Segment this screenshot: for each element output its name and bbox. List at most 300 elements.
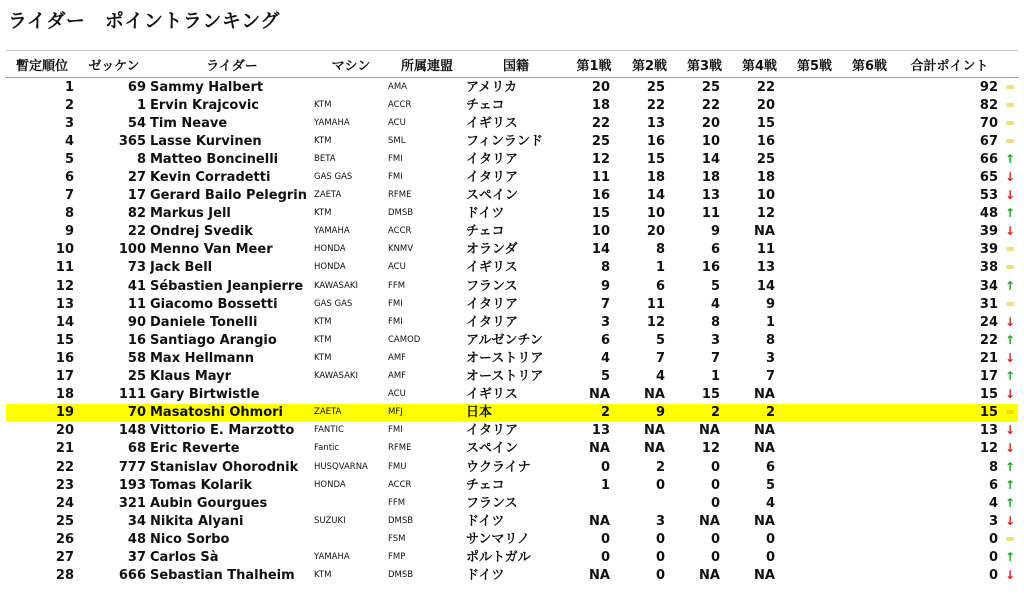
round-5-points [787,349,842,367]
machine-cell: KTM [314,135,332,146]
round-1-points: 9 [600,278,610,294]
round-4-points: 25 [756,151,775,167]
round-3-points: 18 [701,170,720,186]
trend-cell [1002,368,1018,386]
round-4-points: 9 [765,296,775,312]
trend-up-icon: ↑ [1004,459,1016,474]
zekken-cell: 41 [127,278,146,294]
total-points: 82 [979,97,998,113]
country-cell: サンマリノ [466,531,530,547]
round-1-points: 0 [600,531,610,547]
machine-cell: KTM [314,334,332,345]
rank-cell: 19 [6,404,78,422]
round-4-points: 7 [765,369,775,385]
round-5-points [787,96,842,114]
federation-cell: ACU [388,117,406,128]
trend-cell [1002,567,1018,585]
zekken-cell: 70 [78,404,150,422]
total-points: 31 [979,296,998,312]
rank-cell: 9 [64,224,74,240]
trend-cell [1002,241,1018,259]
table-row [6,404,1018,422]
machine-cell: KTM [314,570,332,581]
zekken-cell: 666 [118,568,146,584]
machine-cell: YAMAHA [314,117,350,128]
round-6-points [842,458,897,476]
table-row [6,349,1018,367]
country-cell: 日本 [466,404,566,422]
table-row [6,368,1018,386]
round-5-points [787,223,842,241]
trend-cell [1002,205,1018,223]
country-cell: フランス [466,495,518,511]
round-2-points: 13 [646,115,665,131]
rider-name: Nico Sorbo [150,531,230,547]
country-cell: イタリア [466,423,519,439]
machine-cell: KTM [314,208,332,219]
round-4-points: 2 [732,404,787,422]
rider-name: Max Hellmann [150,350,255,366]
trend-cell [1002,548,1018,566]
round-3-points: 7 [710,350,720,366]
round-5-points [787,476,842,494]
table-row [6,313,1018,331]
ranking-table [6,50,1018,585]
table-row [6,295,1018,313]
trend-down-icon: ↓ [1004,170,1016,185]
zekken-cell: 73 [127,260,146,276]
trend-up-icon: ↑ [1004,369,1016,384]
table-row [6,223,1018,241]
machine-cell: BETA [314,153,336,164]
header-round-5: 第5戦 [787,51,842,78]
table-row [6,331,1018,349]
country-cell: イタリア [466,314,519,330]
round-6-points [842,386,897,404]
rider-name: Carlos Sà [150,549,219,565]
round-2-points: 7 [655,350,665,366]
trend-equal-icon: ═ [1006,79,1014,94]
round-6-points [842,132,897,150]
trend-cell [1002,78,1018,97]
rank-cell: 16 [55,350,74,366]
country-cell: イギリス [466,115,518,131]
round-1-points: NA [589,568,610,584]
round-1-points: 15 [591,206,610,222]
round-2-points: 4 [655,369,665,385]
rider-name: Klaus Mayr [150,369,232,385]
round-1-points: NA [589,513,610,529]
zekken-cell: 8 [136,151,146,167]
total-points: 8 [988,459,998,475]
round-3-points: 13 [701,188,720,204]
round-6-points [842,368,897,386]
zekken-cell: 193 [118,477,146,493]
trend-cell [1002,313,1018,331]
country-cell: イタリア [466,296,519,312]
round-3-points: 15 [701,387,720,403]
trend-cell [1002,494,1018,512]
round-5-points [787,404,842,422]
header-zekken: ゼッケン [78,51,150,78]
round-6-points [842,150,897,168]
round-3-points: 4 [710,296,720,312]
trend-cell [1002,223,1018,241]
rank-cell: 25 [55,513,74,529]
round-5-points [787,241,842,259]
table-row [6,241,1018,259]
round-6-points [842,223,897,241]
total-points: 3 [988,513,998,529]
zekken-cell: 58 [127,350,146,366]
trend-down-icon: ↓ [1004,568,1016,583]
round-3-points: 0 [710,549,720,565]
round-3-points: 3 [710,332,720,348]
rider-name: Lasse Kurvinen [150,133,262,149]
rank-cell: 17 [55,369,74,385]
round-6-points [842,168,897,186]
round-2-points: 11 [646,296,665,312]
total-points: 70 [979,115,998,131]
trend-down-icon: ↓ [1004,513,1016,528]
federation-cell: AMF [388,352,407,363]
table-row [6,150,1018,168]
table-row [6,187,1018,205]
round-4-points: NA [754,423,775,439]
round-1-points: 20 [591,79,610,95]
rider-name: Aubin Gourgues [150,495,268,511]
rider-name: Nikita Alyani [150,513,244,529]
federation-cell: KNMV [388,244,414,255]
trend-cell [1002,422,1018,440]
total-points: 12 [979,441,998,457]
country-cell: チェコ [466,477,505,493]
table-row [6,494,1018,512]
federation-cell: MFJ [388,404,466,422]
trend-down-icon: ↓ [1004,224,1016,239]
machine-cell: ZAETA [314,404,388,422]
table-row [6,205,1018,223]
machine-cell [314,494,388,512]
round-6-points [842,78,897,97]
total-points: 15 [897,404,1002,422]
machine-cell: FANTIC [314,425,344,436]
rider-name: Tim Neave [150,115,228,131]
rider-name: Jack Bell [150,260,213,276]
zekken-cell: 90 [127,314,146,330]
federation-cell: RFME [388,443,412,454]
trend-equal-icon: ═ [1006,133,1014,148]
federation-cell: SML [388,135,406,146]
country-cell: オーストリア [466,350,544,366]
table-row [6,132,1018,150]
zekken-cell: 22 [127,224,146,240]
round-4-points: 20 [756,97,775,113]
table-row [6,114,1018,132]
round-4-points: NA [754,387,775,403]
table-row [6,512,1018,530]
round-1-points: 10 [591,224,610,240]
round-3-points: 0 [710,477,720,493]
round-1-points: 5 [600,369,610,385]
rider-name: Daniele Tonelli [150,314,258,330]
rider-name: Kevin Corradetti [150,170,271,186]
round-1-points: 13 [591,423,610,439]
round-1-points: 6 [600,332,610,348]
rank-cell: 1 [64,79,74,95]
country-cell: チェコ [466,224,505,240]
trend-down-icon: ↓ [1004,350,1016,365]
round-4-points: 13 [756,260,775,276]
round-5-points [787,458,842,476]
machine-cell: HONDA [314,262,346,273]
total-points: 39 [979,242,998,258]
rank-cell: 5 [64,151,74,167]
trend-up-icon: ↑ [1004,332,1016,347]
round-4-points: 18 [756,170,775,186]
round-4-points: 12 [756,206,775,222]
round-3-points: 2 [677,404,732,422]
round-2-points: NA [644,423,665,439]
round-3-points: 16 [701,260,720,276]
table-row [6,96,1018,114]
table-row [6,567,1018,585]
table-row [6,277,1018,295]
total-points: 34 [979,278,998,294]
trend-cell [1002,187,1018,205]
round-6-points [842,404,897,422]
country-cell: スペイン [466,441,519,457]
round-6-points [842,114,897,132]
total-points: 67 [979,133,998,149]
round-5-points [787,512,842,530]
round-5-points [787,494,842,512]
round-3-points: NA [699,513,720,529]
rider-name: Sammy Halbert [150,79,264,95]
round-2-points: 15 [646,151,665,167]
trend-cell [1002,331,1018,349]
header-machine: マシン [314,51,388,78]
round-6-points [842,494,897,512]
round-5-points [787,187,842,205]
round-2-points: 3 [655,513,665,529]
round-6-points [842,277,897,295]
round-3-points: 25 [701,79,720,95]
total-points: 17 [979,369,998,385]
trend-equal-icon: ═ [1006,242,1014,257]
rider-name: Vittorio E. Marzotto [150,423,295,439]
round-3-points: 10 [701,133,720,149]
round-1-points: 11 [591,170,610,186]
round-5-points [787,78,842,97]
total-points: 4 [988,495,998,511]
trend-cell [1002,476,1018,494]
zekken-cell: 37 [127,549,146,565]
trend-up-icon: ↑ [1004,495,1016,510]
zekken-cell: 777 [118,459,146,475]
round-2-points: 0 [655,549,665,565]
trend-cell [1002,259,1018,277]
round-3-points: 6 [710,242,720,258]
round-2-points: 22 [646,97,665,113]
trend-equal-icon: ═ [1006,405,1014,420]
table-row [6,78,1018,97]
round-6-points [842,512,897,530]
rider-name: Matteo Boncinelli [150,151,279,167]
round-3-points: NA [699,568,720,584]
zekken-cell: 16 [127,332,146,348]
federation-cell: FFM [388,497,406,508]
round-5-points [787,548,842,566]
header-round-3: 第3戦 [677,51,732,78]
round-1-points: 22 [591,115,610,131]
rider-name: Ondrej Svedik [150,224,253,240]
country-cell: イタリア [466,151,519,167]
round-2-points: 0 [655,568,665,584]
total-points: 39 [979,224,998,240]
trend-cell [1002,96,1018,114]
round-4-points: 16 [756,133,775,149]
rider-name: Masatoshi Ohmori [150,404,314,422]
machine-cell [314,78,388,97]
country-cell: アメリカ [466,79,518,95]
federation-cell: FMI [388,153,403,164]
rider-name: Tomas Kolarik [150,477,253,493]
round-3-points: 20 [701,115,720,131]
total-points: 21 [979,350,998,366]
round-2-points: 1 [655,260,665,276]
round-2-points: 14 [646,188,665,204]
rider-name: Markus Jell [150,206,231,222]
federation-cell: ACU [388,262,406,273]
country-cell: イギリス [466,260,518,276]
trend-cell [1002,404,1018,422]
round-5-points [787,368,842,386]
zekken-cell: 1 [136,97,146,113]
federation-cell: DMSB [388,570,414,581]
federation-cell: FSM [388,533,406,544]
trend-equal-icon: ═ [1006,260,1014,275]
round-1-points [566,494,622,512]
total-points: 13 [979,423,998,439]
trend-cell [1002,277,1018,295]
rank-cell: 22 [55,459,74,475]
round-4-points: 1 [765,314,775,330]
round-1-points: 2 [566,404,622,422]
country-cell: イギリス [466,387,518,403]
trend-cell [1002,132,1018,150]
machine-cell: SUZUKI [314,515,346,526]
table-row [6,548,1018,566]
total-points: 15 [979,387,998,403]
table-row [6,422,1018,440]
rider-name: Gary Birtwistle [150,387,260,403]
trend-down-icon: ↓ [1004,441,1016,456]
round-4-points: 0 [765,531,775,547]
trend-equal-icon: ═ [1006,296,1014,311]
trend-down-icon: ↓ [1004,314,1016,329]
trend-down-icon: ↓ [1004,423,1016,438]
zekken-cell: 54 [127,115,146,131]
round-2-points: 0 [655,531,665,547]
country-cell: オランダ [466,242,518,258]
federation-cell: AMA [388,81,407,92]
round-5-points [787,567,842,585]
round-3-points: 0 [710,531,720,547]
rank-cell: 27 [55,549,74,565]
round-2-points: 16 [646,133,665,149]
round-4-points: NA [754,441,775,457]
header-round-6: 第6戦 [842,51,897,78]
machine-cell: YAMAHA [314,226,350,237]
rank-cell: 10 [55,242,74,258]
zekken-cell: 82 [127,206,146,222]
round-2-points: 12 [646,314,665,330]
round-4-points: 10 [756,188,775,204]
rank-cell: 20 [55,423,74,439]
round-5-points [787,313,842,331]
rank-cell: 15 [55,332,74,348]
rank-cell: 8 [64,206,74,222]
round-6-points [842,205,897,223]
trend-cell [1002,530,1018,548]
round-6-points [842,476,897,494]
round-6-points [842,96,897,114]
federation-cell: DMSB [388,515,414,526]
header-round-4: 第4戦 [732,51,787,78]
country-cell: イタリア [466,170,519,186]
total-points: 53 [979,188,998,204]
trend-up-icon: ↑ [1004,206,1016,221]
country-cell: ポルトガル [466,549,531,565]
round-5-points [787,422,842,440]
rank-cell: 14 [55,314,74,330]
zekken-cell: 69 [127,79,146,95]
country-cell: ドイツ [466,206,505,222]
rank-cell: 24 [55,495,74,511]
round-4-points: 4 [765,495,775,511]
total-points: 6 [988,477,998,493]
rider-name: Sebastian Thalheim [150,568,295,584]
rank-cell: 3 [64,115,74,131]
round-6-points [842,567,897,585]
zekken-cell: 111 [118,387,146,403]
rank-cell: 12 [55,278,74,294]
header-federation: 所属連盟 [388,51,466,78]
trend-cell [1002,114,1018,132]
round-2-points: 5 [655,332,665,348]
page-title: ライダー ポイントランキング [8,10,280,32]
zekken-cell: 68 [127,441,146,457]
round-5-points [787,386,842,404]
trend-up-icon: ↑ [1004,549,1016,564]
round-1-points: 1 [600,477,610,493]
round-1-points: 25 [591,133,610,149]
round-4-points: 3 [765,350,775,366]
round-3-points: 5 [710,278,720,294]
round-1-points: 14 [591,242,610,258]
round-3-points: 14 [701,151,720,167]
round-5-points [787,440,842,458]
rider-name: Gerard Bailo Pelegrin [150,188,308,204]
round-3-points: 1 [710,369,720,385]
country-cell: チェコ [466,97,505,113]
machine-cell: HONDA [314,479,346,490]
zekken-cell: 11 [127,296,146,312]
zekken-cell: 365 [118,133,146,149]
rank-cell: 7 [64,188,74,204]
total-points: 38 [979,260,998,276]
